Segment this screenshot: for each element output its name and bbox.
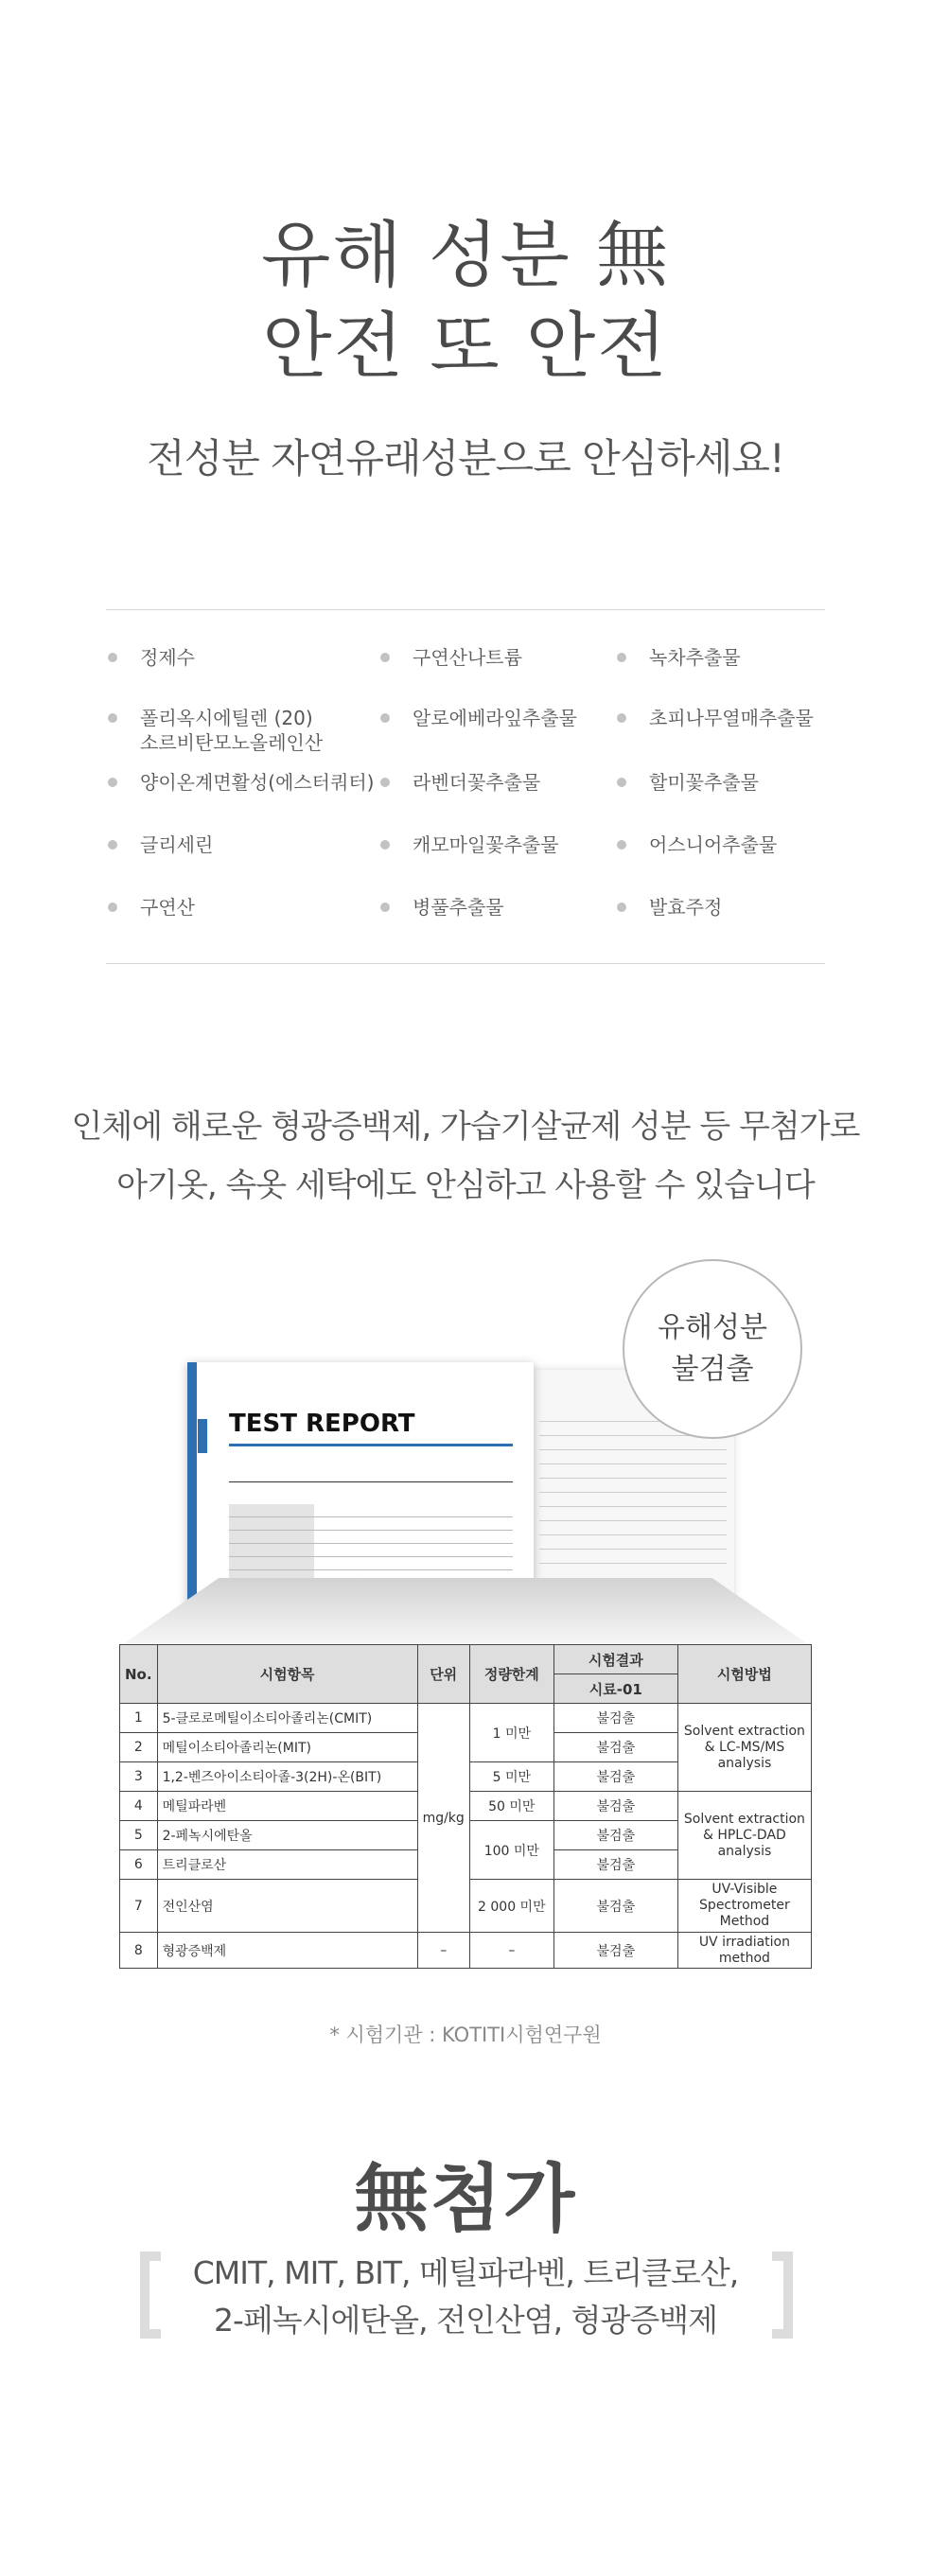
ingredient-item bbox=[649, 895, 722, 920]
row-result: 불검출 bbox=[553, 1792, 677, 1821]
table-row bbox=[120, 1704, 812, 1733]
no-additives-list bbox=[0, 2250, 931, 2344]
no-additives-line1: CMIT, MIT, BIT, 메틸파라벤, 트리클로산, bbox=[192, 2254, 739, 2291]
row-result: 불검출 bbox=[553, 1733, 677, 1762]
ingredient-label: 병풀추출물 bbox=[413, 896, 504, 919]
safety-statement-line2: 아기옷, 속옷 세탁에도 안심하고 사용할 수 있습니다 bbox=[116, 1166, 815, 1204]
bullet-icon bbox=[380, 902, 390, 912]
ingredient-item bbox=[413, 770, 540, 795]
limit-cell: 100 미만 bbox=[469, 1821, 553, 1880]
bullet-icon bbox=[617, 653, 626, 662]
method-cell: Solvent extraction & HPLC-DAD analysis bbox=[677, 1792, 811, 1880]
row-item: 메틸이소티아졸리논(MIT) bbox=[157, 1733, 417, 1762]
method-cell: Solvent extraction & LC-MS/MS analysis bbox=[677, 1704, 811, 1792]
ingredient-item bbox=[140, 770, 374, 795]
no-additives-line2: 2-페녹시에탄올, 전인산염, 형광증백제 bbox=[213, 2302, 718, 2339]
row-item: 1,2-벤즈아이소티아졸-3(2H)-온(BIT) bbox=[157, 1762, 417, 1792]
header-result: 시험결과 bbox=[553, 1645, 677, 1674]
row-result: 불검출 bbox=[553, 1880, 677, 1933]
row-no: 6 bbox=[120, 1850, 158, 1880]
ingredient-item bbox=[649, 832, 777, 857]
ingredient-label: 구연산나트륨 bbox=[413, 646, 522, 669]
test-result-table bbox=[119, 1644, 812, 1969]
ingredient-label: 알로에베라잎추출물 bbox=[413, 707, 577, 729]
row-no: 4 bbox=[120, 1792, 158, 1821]
row-limit: – bbox=[469, 1933, 553, 1969]
row-no: 7 bbox=[120, 1880, 158, 1933]
kotiti-logo bbox=[198, 1419, 207, 1453]
undetected-badge bbox=[623, 1259, 802, 1439]
limit-cell: 1 미만 bbox=[469, 1704, 553, 1762]
ingredient-label: 라벤더꽃추출물 bbox=[413, 771, 541, 794]
ingredient-label: 할미꽃추출물 bbox=[649, 771, 759, 794]
ingredient-item bbox=[413, 706, 577, 730]
ingredient-label: 녹차추출물 bbox=[649, 646, 741, 669]
testing-agency-note: * 시험기관 : KOTITI시험연구원 bbox=[329, 2024, 602, 2046]
header-limit: 정량한계 bbox=[469, 1645, 553, 1704]
ingredient-item bbox=[413, 645, 522, 670]
bullet-icon bbox=[380, 713, 390, 723]
header-sample: 시료-01 bbox=[553, 1674, 677, 1704]
header-no: No. bbox=[120, 1645, 158, 1704]
bullet-icon bbox=[617, 902, 626, 912]
ingredient-label: 글리세린 bbox=[140, 833, 214, 856]
row-no: 1 bbox=[120, 1704, 158, 1733]
ingredient-label: 발효주정 bbox=[649, 896, 723, 919]
row-result: 불검출 bbox=[553, 1821, 677, 1850]
ingredient-item bbox=[140, 832, 213, 857]
row-item: 전인산염 bbox=[157, 1880, 417, 1933]
header-unit: 단위 bbox=[417, 1645, 469, 1704]
badge-line1: 유해성분 bbox=[658, 1311, 767, 1344]
row-limit: 2 000 미만 bbox=[469, 1880, 553, 1933]
ingredient-item bbox=[649, 645, 741, 670]
row-result: 불검출 bbox=[553, 1704, 677, 1733]
badge-line2: 불검출 bbox=[671, 1353, 754, 1386]
ingredient-item bbox=[140, 895, 195, 920]
ingredient-item bbox=[413, 832, 559, 857]
row-no: 2 bbox=[120, 1733, 158, 1762]
divider-bottom bbox=[106, 963, 825, 964]
ingredient-label: 구연산 bbox=[140, 896, 195, 919]
row-limit: 50 미만 bbox=[469, 1792, 553, 1821]
ingredient-label: 폴리옥시에틸렌 (20) 소르비탄모노올레인산 bbox=[140, 707, 324, 754]
row-item: 5-클로로메틸이소티아졸리논(CMIT) bbox=[157, 1704, 417, 1733]
ingredient-item bbox=[649, 770, 759, 795]
row-limit: 5 미만 bbox=[469, 1762, 553, 1792]
bullet-icon bbox=[617, 840, 626, 850]
bullet-icon bbox=[108, 840, 117, 850]
bullet-icon bbox=[380, 653, 390, 662]
bullet-icon bbox=[617, 778, 626, 787]
bullet-icon bbox=[380, 778, 390, 787]
unit-cell: mg/kg bbox=[417, 1704, 469, 1933]
hero-subtitle: 전성분 자연유래성분으로 안심하세요! bbox=[147, 435, 784, 482]
safety-statement-line1: 인체에 해로운 형광증백제, 가습기살균제 성분 등 무첨가로 bbox=[71, 1108, 860, 1146]
hero-title bbox=[0, 210, 931, 392]
ingredient-item bbox=[413, 895, 504, 920]
ingredient-item bbox=[140, 706, 323, 755]
bullet-icon bbox=[617, 713, 626, 723]
header-item: 시험항목 bbox=[157, 1645, 417, 1704]
report-title: TEST REPORT bbox=[229, 1410, 415, 1438]
row-item: 트리클로산 bbox=[157, 1850, 417, 1880]
bullet-icon bbox=[108, 902, 117, 912]
bullet-icon bbox=[108, 778, 117, 787]
header-method: 시험방법 bbox=[677, 1645, 811, 1704]
bullet-icon bbox=[380, 840, 390, 850]
bullet-icon bbox=[108, 653, 117, 662]
row-method: UV irradiation method bbox=[677, 1933, 811, 1969]
ingredient-item bbox=[649, 706, 814, 730]
ingredient-label: 캐모마일꽃추출물 bbox=[413, 833, 559, 856]
ingredient-label: 초피나무열매추출물 bbox=[649, 707, 814, 729]
hero-title-line2: 안전 또 안전 bbox=[262, 304, 669, 388]
safety-statement bbox=[0, 1097, 931, 1215]
row-unit: – bbox=[417, 1933, 469, 1969]
bullet-icon bbox=[108, 713, 117, 723]
report-shadow bbox=[123, 1578, 808, 1644]
row-no: 8 bbox=[120, 1933, 158, 1969]
row-item: 형광증백제 bbox=[157, 1933, 417, 1969]
row-item: 2-페녹시에탄올 bbox=[157, 1821, 417, 1850]
no-additives-title: 無첨가 bbox=[354, 2157, 577, 2242]
hero-title-line1: 유해 성분 無 bbox=[261, 213, 670, 297]
row-no: 3 bbox=[120, 1762, 158, 1792]
row-no: 5 bbox=[120, 1821, 158, 1850]
divider-top bbox=[106, 609, 825, 610]
ingredient-label: 양이온계면활성(에스터쿼터) bbox=[140, 771, 375, 794]
row-result: 불검출 bbox=[553, 1850, 677, 1880]
ingredient-label: 정제수 bbox=[140, 646, 195, 669]
row-item: 메틸파라벤 bbox=[157, 1792, 417, 1821]
ingredient-label: 어스니어추출물 bbox=[649, 833, 778, 856]
row-method: UV-Visible Spectrometer Method bbox=[677, 1880, 811, 1933]
table-row bbox=[120, 1933, 812, 1969]
ingredient-item bbox=[140, 645, 195, 670]
row-result: 불검출 bbox=[553, 1762, 677, 1792]
row-result: 불검출 bbox=[553, 1933, 677, 1969]
